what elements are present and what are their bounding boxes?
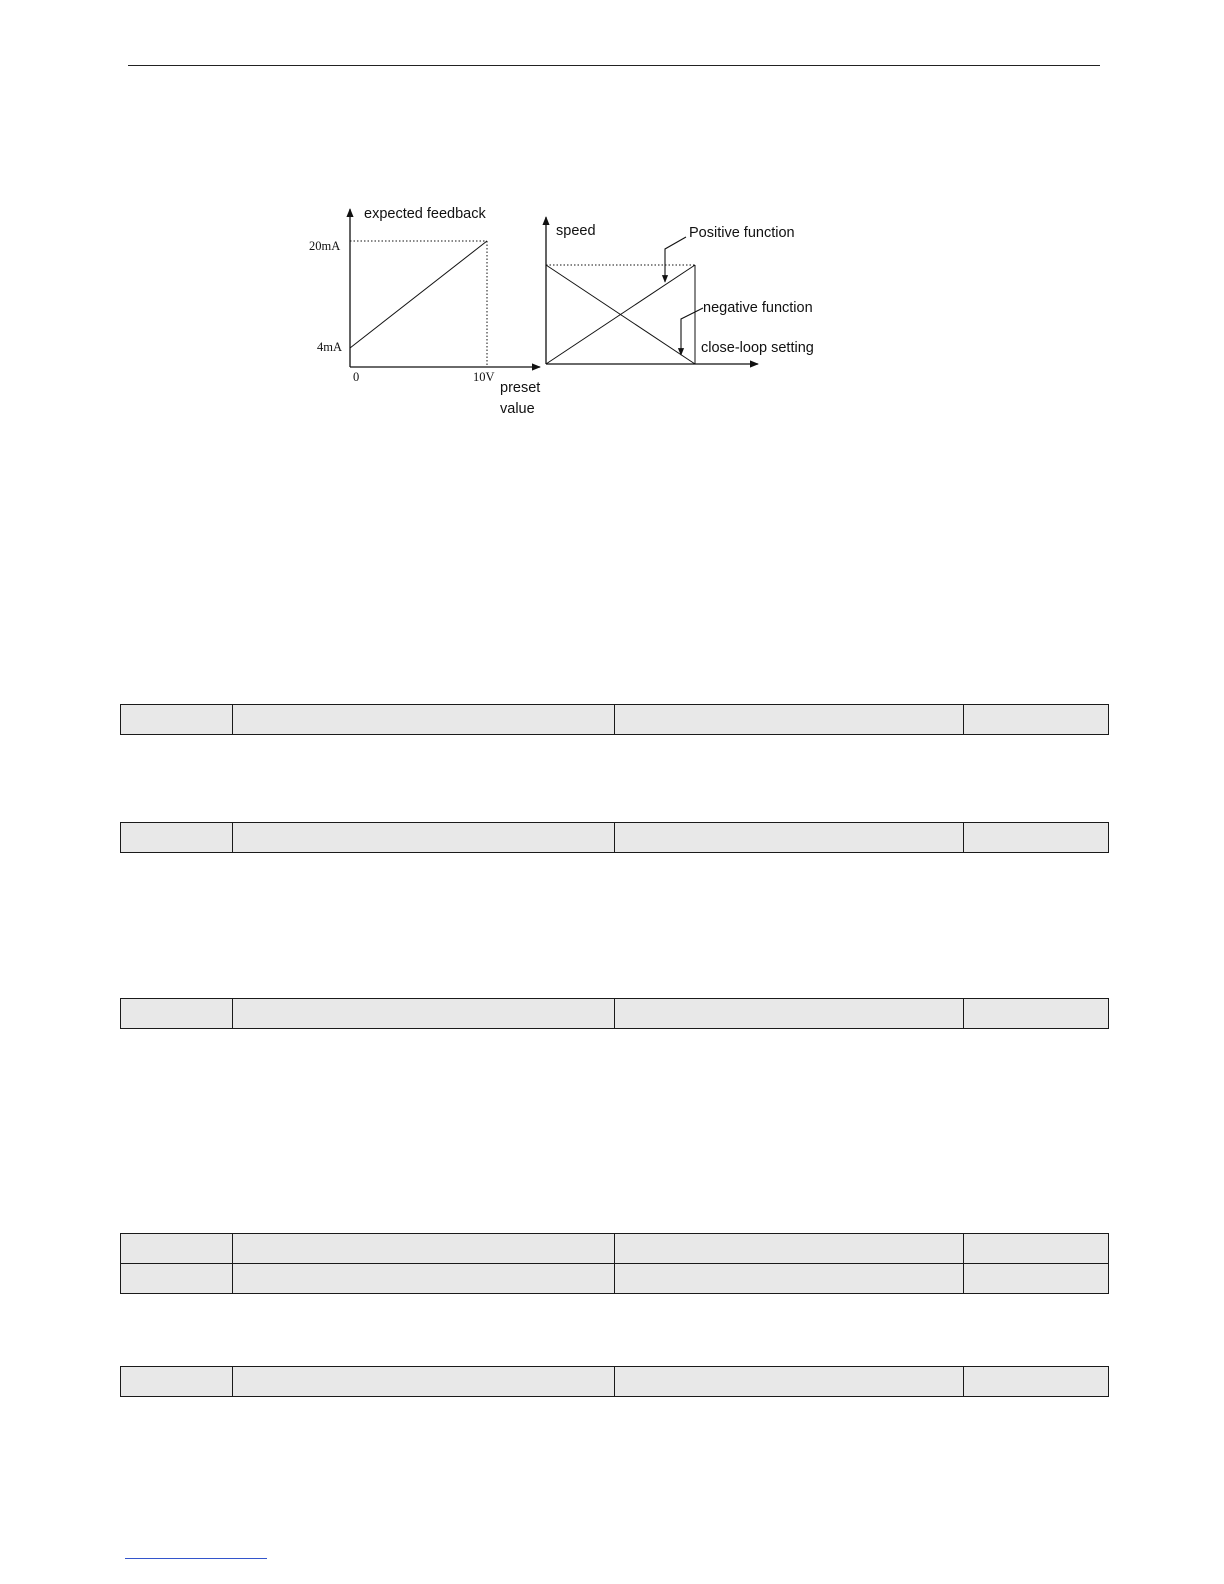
parameter-table-3 — [120, 998, 1109, 1029]
table-cell — [121, 1264, 233, 1294]
table-cell — [964, 1234, 1109, 1264]
positive-pointer-arrow — [665, 237, 686, 282]
table-cell — [121, 1367, 233, 1397]
table-cell — [233, 1264, 615, 1294]
table-cell — [615, 823, 964, 853]
right-x-axis-label: close-loop setting — [701, 340, 814, 356]
table-cell — [233, 1367, 615, 1397]
left-y-low-label: 4mA — [317, 340, 342, 354]
footer-link-underline — [125, 1558, 267, 1559]
negative-pointer-arrow — [681, 308, 703, 355]
table-cell — [964, 999, 1109, 1029]
table-row — [121, 1367, 1109, 1397]
left-feedback-line — [350, 241, 487, 348]
left-x-origin-label: 0 — [353, 370, 360, 384]
positive-function-label: Positive function — [689, 225, 795, 241]
table-row — [121, 1264, 1109, 1294]
table-cell — [121, 823, 233, 853]
table-cell — [615, 1264, 964, 1294]
table-cell — [615, 1234, 964, 1264]
negative-function-label: negative function — [703, 300, 813, 316]
parameter-table-2 — [120, 822, 1109, 853]
table-row — [121, 705, 1109, 735]
table-cell — [233, 999, 615, 1029]
left-x-axis-label-line2: value — [500, 401, 535, 417]
table-cell — [615, 705, 964, 735]
right-y-axis-label: speed — [556, 223, 596, 239]
table-cell — [233, 705, 615, 735]
table-row — [121, 999, 1109, 1029]
table-row — [121, 823, 1109, 853]
table-cell — [964, 705, 1109, 735]
left-y-high-label: 20mA — [309, 239, 341, 253]
parameter-table-1 — [120, 704, 1109, 735]
header-rule — [128, 65, 1100, 66]
closed-loop-diagram — [300, 195, 840, 425]
table-cell — [121, 705, 233, 735]
table-cell — [233, 823, 615, 853]
parameter-table-4 — [120, 1233, 1109, 1294]
table-cell — [964, 823, 1109, 853]
table-cell — [233, 1234, 615, 1264]
left-y-axis-label: expected feedback — [364, 206, 486, 222]
left-x-max-label: 10V — [473, 370, 495, 384]
table-row — [121, 1234, 1109, 1264]
table-cell — [615, 1367, 964, 1397]
table-cell — [615, 999, 964, 1029]
table-cell — [121, 999, 233, 1029]
table-cell — [964, 1264, 1109, 1294]
left-x-axis-label-line1: preset — [500, 380, 541, 396]
table-cell — [964, 1367, 1109, 1397]
table-cell — [121, 1234, 233, 1264]
closed-loop-figure — [300, 195, 840, 425]
parameter-table-5 — [120, 1366, 1109, 1397]
